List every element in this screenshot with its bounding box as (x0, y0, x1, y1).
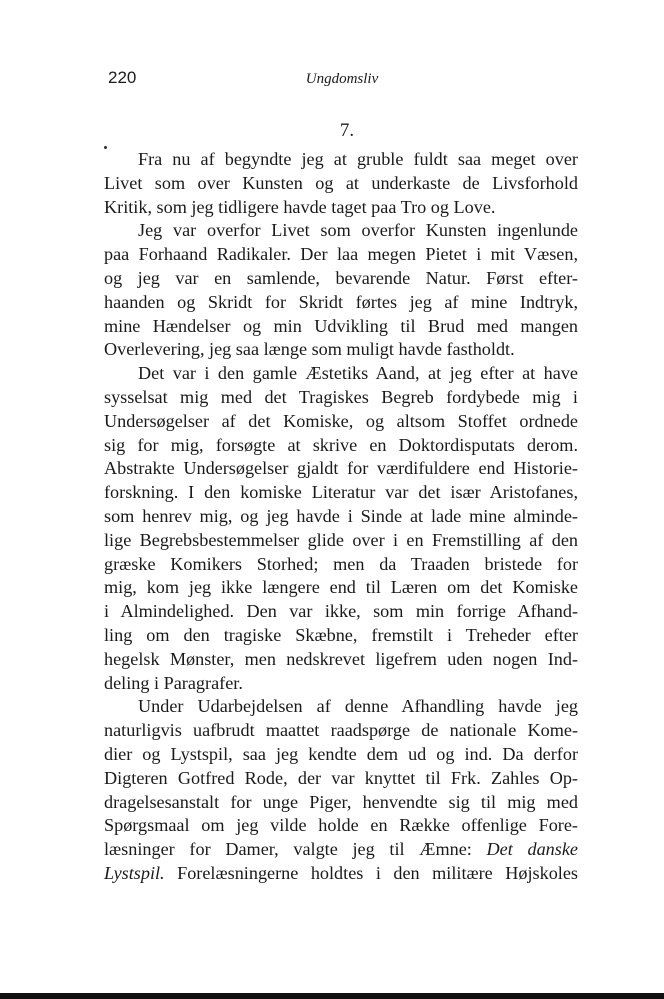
scan-edge (0, 993, 664, 999)
text-line (104, 196, 578, 220)
text-line (104, 291, 578, 315)
text-segment: Overlevering, jeg saa længe som muligt havde fastholdt. (104, 339, 515, 360)
italic-text: Lystspil. (104, 862, 165, 883)
text-segment: hegelsk Mønster, men nedskrevet ligefrem uden nogen Ind- (104, 648, 578, 669)
text-segment: og jeg var en samlende, bevarende Natur. Først efter- (104, 267, 578, 288)
text-line (104, 529, 578, 553)
text-segment: som henrev mig, og jeg havde i Sinde at lade mine alminde- (104, 505, 578, 526)
text-line (104, 148, 578, 172)
text-line (104, 553, 578, 577)
text-segment: lige Begrebsbestemmelser glide over i en Fremstilling af den (104, 529, 578, 550)
text-line (104, 743, 578, 767)
text-segment: deling i Paragrafer. (104, 672, 243, 693)
text-line (104, 243, 578, 267)
text-line (104, 648, 578, 672)
italic-text: Det danske (486, 839, 579, 860)
text-line (104, 172, 578, 196)
text-segment: dier og Lystspil, saa jeg kendte dem ud og ind. Da derfor (104, 743, 578, 764)
text-segment: Livet som over Kunsten og at underkaste de Livsforhold (104, 172, 578, 193)
text-segment: Fra nu af begyndte jeg at gruble fuldt saa meget over (138, 149, 578, 169)
text-segment: Digteren Gotfred Rode, der var knyttet til Frk. Zahles Op- (104, 767, 578, 788)
text-line (104, 362, 578, 386)
text-line (104, 695, 578, 719)
text-line (104, 600, 578, 624)
text-segment: forskning. I den komiske Literatur var det især Aristofanes, (104, 482, 578, 503)
text-segment: Spørgsmaal om jeg vilde holde en Række offenlige Fore- (104, 815, 578, 836)
text-segment: Under Udarbejdelsen af denne Afhandling havde jeg (138, 696, 578, 717)
text-line (104, 767, 578, 791)
text-line (104, 219, 578, 243)
text-line (104, 862, 578, 886)
text-segment: naturligvis uafbrudt maattet raadspørge de nationale Kome- (104, 720, 578, 741)
body-text (104, 148, 578, 886)
text-segment: mig, kom jeg ikke længere end til Læren om det Komiske (104, 577, 578, 598)
text-segment: Forelæsningerne holdtes i den militære Højskoles (164, 862, 578, 883)
text-line (104, 719, 578, 743)
page-number: 220 (108, 68, 137, 87)
text-line (104, 814, 578, 838)
text-segment: læsninger for Damer, valgte jeg til Æmne: (104, 839, 487, 860)
text-segment: Det var i den gamle Æstetiks Aand, at jeg efter at have (138, 363, 578, 384)
text-segment: Abstrakte Undersøgelser gjaldt for værdifuldere end Historie- (104, 458, 578, 479)
text-line (104, 838, 578, 862)
text-line (104, 624, 578, 648)
text-segment: sysselsat mig med det Tragiskes Begreb fordybede mig i (104, 386, 578, 407)
text-line (104, 481, 578, 505)
text-line (104, 505, 578, 529)
text-line (104, 386, 578, 410)
text-line (104, 457, 578, 481)
text-line (104, 434, 578, 458)
text-line (104, 338, 578, 362)
text-line (104, 315, 578, 339)
text-line (104, 791, 578, 815)
text-line (104, 410, 578, 434)
text-line (104, 672, 578, 696)
text-segment: Undersøgelser af det Komiske, og altsom Stoffet ordnede (104, 410, 578, 431)
text-segment: græske Komikers Storhed; men da Traaden bristede for (104, 553, 578, 574)
text-segment: Jeg var overfor Livet som overfor Kunsten ingenlunde (138, 220, 578, 241)
text-segment: haanden og Skridt for Skridt førtes jeg af mine Indtryk, (104, 291, 578, 312)
text-segment: i Almindelighed. Den var ikke, som min forrige Afhand- (104, 601, 578, 622)
text-segment: sig for mig, forsøgte at skrive en Doktordisputats derom. (104, 434, 578, 455)
text-segment: ling om den tragiske Skæbne, fremstilt i Treheder efter (104, 624, 578, 645)
text-segment: dragelsesanstalt for unge Piger, henvendte sig til mig med (104, 791, 578, 812)
running-title: Ungdomsliv (305, 71, 379, 87)
text-segment: paa Forhaand Radikaler. Der laa megen Pietet i mit Væsen, (104, 244, 578, 265)
text-segment: Kritik, som jeg tidligere havde taget paa Tro og Love. (104, 196, 496, 217)
text-segment: mine Hændelser og min Udvikling til Brud med mangen (104, 315, 578, 336)
text-line (104, 576, 578, 600)
text-line (104, 267, 578, 291)
chapter-number: 7. (339, 120, 355, 141)
